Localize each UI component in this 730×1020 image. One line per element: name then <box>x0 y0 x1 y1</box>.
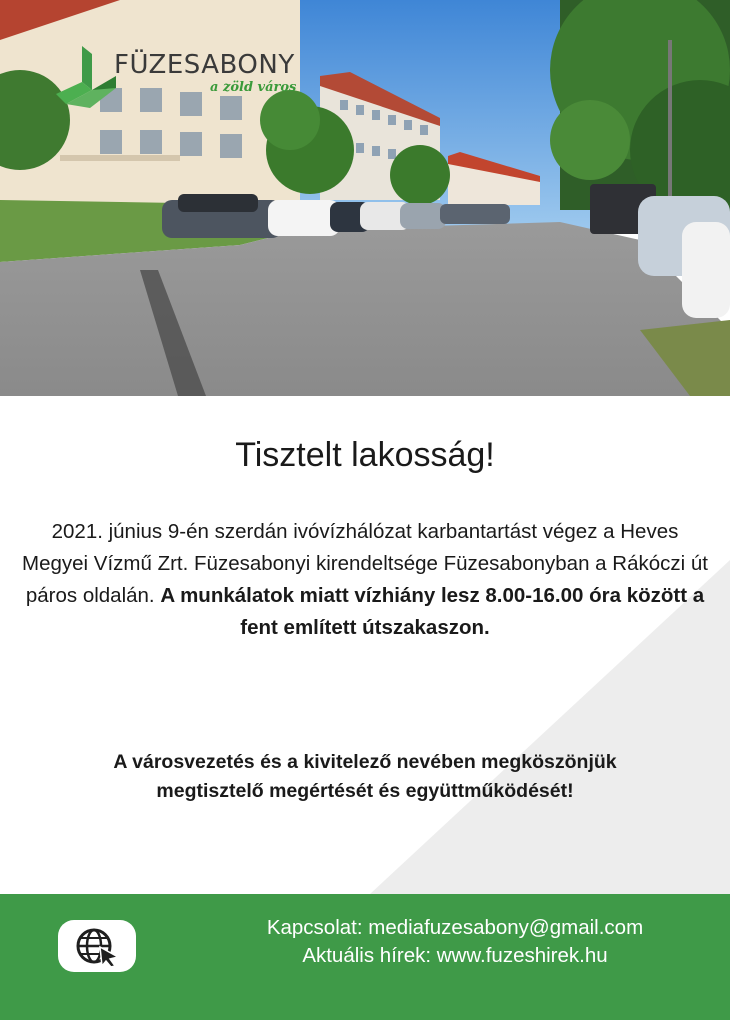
news-website-line[interactable]: Aktuális hírek: www.fuzeshirek.hu <box>302 944 608 967</box>
notice-greeting: Tisztelt lakosság! <box>235 436 495 474</box>
footer-contact <box>240 914 670 970</box>
notice-thanks: A városvezetés és a kivitelező nevében megköszönjük megtisztelő megértését és együttműködését! <box>113 751 617 802</box>
contact-email-line[interactable]: Kapcsolat: mediafuzesabony@gmail.com <box>266 916 644 939</box>
notice-text: 2021. június 9-én szerdán ivóvízhálózat karbantartást végez a Heves Megyei Vízmű Zrt. Füzesabonyi kirendeltsége Füzesabonyban a Rákóczi út páros oldalán. <box>22 520 708 607</box>
notice-paragraph <box>22 516 708 644</box>
globe-cursor-icon <box>72 925 122 967</box>
web-badge <box>58 920 136 972</box>
notice-body <box>0 396 730 894</box>
footer-bar <box>0 894 730 1020</box>
notice-warning: A munkálatok miatt vízhiány lesz 8.00-16.00 óra között a fent említett útszakaszon. <box>160 584 705 639</box>
logo-city-name: FÜZESABONY <box>114 50 295 80</box>
logo-tagline: a zöld város <box>210 80 297 95</box>
